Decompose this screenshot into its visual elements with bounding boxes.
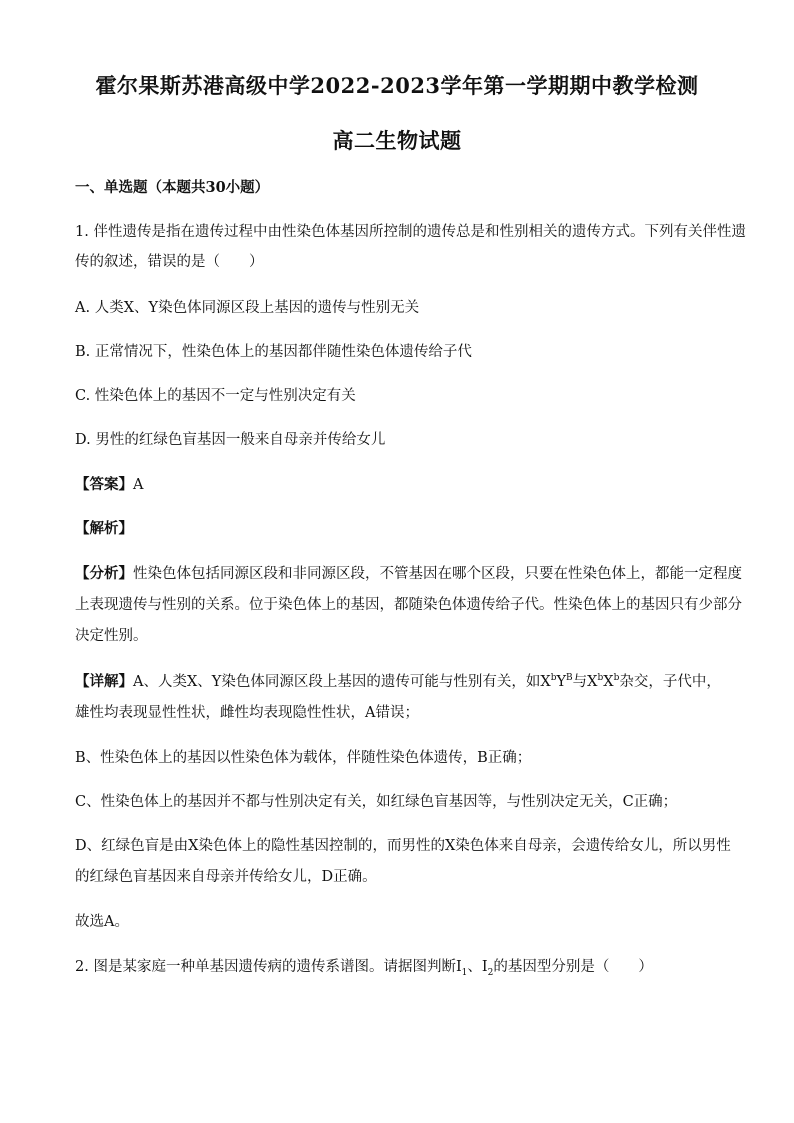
fenxi-line-3: 决定性别。 xyxy=(75,628,148,644)
section-heading: 一、单选题（本题共30小题） xyxy=(75,179,270,196)
chromosome-x: 与X xyxy=(572,674,598,690)
xiangjie-a-text-2: 杂交，子代中， xyxy=(619,674,721,690)
fenxi-text-1: 性染色体包括同源区段和非同源区段，不管基因在哪个区段，只要在性染色体上，都能一定程度 xyxy=(133,566,742,582)
xiangjie-line-a-1 xyxy=(75,672,725,692)
question-2-text-1: 2. 图是某家庭一种单基因遗传病的遗传系谱图。请据图判断Ⅰ xyxy=(75,959,462,975)
question-2-stem xyxy=(75,957,725,977)
question-1-option-d: D. 男性的红绿色盲基因一般来自母亲并传给女儿 xyxy=(75,432,386,448)
chromosome-y: Y xyxy=(556,674,567,690)
question-1-option-a: A. 人类X、Y染色体同源区段上基因的遗传与性别无关 xyxy=(75,300,420,316)
answer-line xyxy=(75,475,725,495)
chromosome-x-2: X xyxy=(603,674,614,690)
xiangjie-line-a-2: 雄性均表现显性性状，雌性均表现隐性性状，A错误； xyxy=(75,705,419,721)
xiangjie-tag: 【详解】 xyxy=(75,673,133,690)
xiangjie-a-text-1: A、人类X、Y染色体同源区段上基因的遗传可能与性别有关，如X xyxy=(133,674,551,690)
superscript-B: B xyxy=(566,673,573,684)
question-2-text-2: 、Ⅰ xyxy=(467,959,488,975)
exam-subtitle: 高二生物试题 xyxy=(332,128,462,153)
subscript-2: 2 xyxy=(487,967,494,978)
answer-tag: 【答案】 xyxy=(75,476,133,493)
xiangjie-line-c: C、性染色体上的基因并不都与性别决定有关，如红绿色盲基因等，与性别决定无关，C正确； xyxy=(75,794,678,810)
question-1-option-b: B. 正常情况下，性染色体上的基因都伴随性染色体遗传给子代 xyxy=(75,344,472,360)
xiangjie-line-d-2: 的红绿色盲基因来自母亲并传给女儿，D正确。 xyxy=(75,869,377,885)
question-1-option-c: C. 性染色体上的基因不一定与性别决定有关 xyxy=(75,388,356,404)
xiangjie-line-d-1: D、红绿色盲是由X染色体上的隐性基因控制的，而男性的X染色体来自母亲，会遗传给女儿，所以男性 xyxy=(75,838,731,854)
question-1-stem-line-1: 1. 伴性遗传是指在遗传过程中由性染色体基因所控制的遗传总是和性别相关的遗传方式。下列有关伴性遗 xyxy=(75,224,746,240)
superscript-b: b xyxy=(550,673,557,684)
fenxi-line-1 xyxy=(75,564,742,584)
answer-value: A xyxy=(133,477,144,493)
fenxi-line-2: 上表现遗传与性别的关系。位于染色体上的基因，都随染色体遗传给子代。性染色体上的基因只有少部分 xyxy=(75,597,742,613)
superscript-b-3: b xyxy=(613,673,620,684)
xiangjie-line-b: B、性染色体上的基因以性染色体为载体，伴随性染色体遗传，B正确； xyxy=(75,750,532,766)
subscript-1: 1 xyxy=(461,967,468,978)
superscript-b-2: b xyxy=(597,673,604,684)
question-1-stem-line-2: 传的叙述，错误的是（ ） xyxy=(75,254,264,270)
fenxi-tag: 【分析】 xyxy=(75,565,133,582)
analysis-tag: 【解析】 xyxy=(75,520,133,537)
question-2-text-3: 的基因型分别是（ ） xyxy=(493,959,653,975)
exam-title: 霍尔果斯苏港高级中学2022-2023学年第一学期期中教学检测 xyxy=(95,73,699,98)
conclusion: 故选A。 xyxy=(75,914,129,930)
